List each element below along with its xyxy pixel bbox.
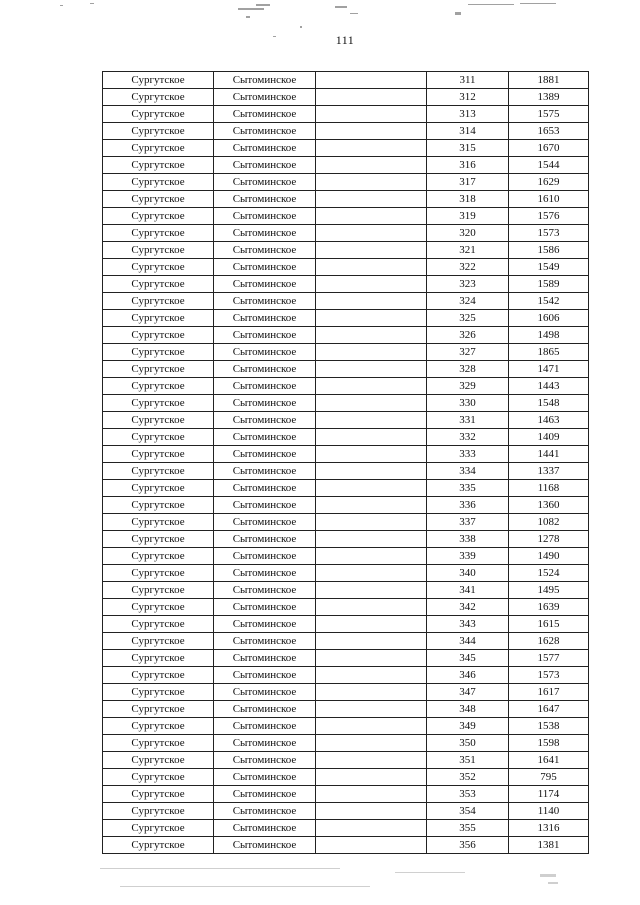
field-cell: Сытоминское <box>214 106 316 123</box>
district-cell: Сургутское <box>103 548 214 565</box>
empty-cell <box>316 123 427 140</box>
table-row <box>103 480 589 497</box>
well-number-cell: 329 <box>427 378 509 395</box>
empty-cell <box>316 378 427 395</box>
well-number-cell: 319 <box>427 208 509 225</box>
district-cell: Сургутское <box>103 429 214 446</box>
field-cell: Сытоминское <box>214 276 316 293</box>
value-cell: 1381 <box>509 837 589 854</box>
district-cell: Сургутское <box>103 616 214 633</box>
well-number-cell: 311 <box>427 72 509 89</box>
field-cell: Сытоминское <box>214 446 316 463</box>
table-row <box>103 242 589 259</box>
table-row <box>103 565 589 582</box>
table-row <box>103 735 589 752</box>
empty-cell <box>316 650 427 667</box>
data-table <box>102 71 589 854</box>
district-cell: Сургутское <box>103 837 214 854</box>
value-cell: 1495 <box>509 582 589 599</box>
value-cell: 795 <box>509 769 589 786</box>
well-number-cell: 335 <box>427 480 509 497</box>
table-row <box>103 514 589 531</box>
district-cell: Сургутское <box>103 259 214 276</box>
district-cell: Сургутское <box>103 446 214 463</box>
field-cell: Сытоминское <box>214 89 316 106</box>
district-cell: Сургутское <box>103 531 214 548</box>
well-number-cell: 356 <box>427 837 509 854</box>
value-cell: 1615 <box>509 616 589 633</box>
value-cell: 1577 <box>509 650 589 667</box>
value-cell: 1542 <box>509 293 589 310</box>
field-cell: Сытоминское <box>214 157 316 174</box>
empty-cell <box>316 582 427 599</box>
empty-cell <box>316 344 427 361</box>
field-cell: Сытоминское <box>214 769 316 786</box>
district-cell: Сургутское <box>103 344 214 361</box>
table-row <box>103 378 589 395</box>
empty-cell <box>316 395 427 412</box>
value-cell: 1498 <box>509 327 589 344</box>
value-cell: 1628 <box>509 633 589 650</box>
value-cell: 1471 <box>509 361 589 378</box>
well-number-cell: 339 <box>427 548 509 565</box>
field-cell: Сытоминское <box>214 378 316 395</box>
well-number-cell: 312 <box>427 89 509 106</box>
table-row <box>103 463 589 480</box>
empty-cell <box>316 463 427 480</box>
table-row <box>103 837 589 854</box>
value-cell: 1575 <box>509 106 589 123</box>
value-cell: 1463 <box>509 412 589 429</box>
table-row <box>103 446 589 463</box>
district-cell: Сургутское <box>103 820 214 837</box>
value-cell: 1641 <box>509 752 589 769</box>
field-cell: Сытоминское <box>214 565 316 582</box>
value-cell: 1598 <box>509 735 589 752</box>
value-cell: 1881 <box>509 72 589 89</box>
table-row <box>103 718 589 735</box>
value-cell: 1443 <box>509 378 589 395</box>
value-cell: 1441 <box>509 446 589 463</box>
well-number-cell: 342 <box>427 599 509 616</box>
value-cell: 1168 <box>509 480 589 497</box>
value-cell: 1524 <box>509 565 589 582</box>
table-row <box>103 106 589 123</box>
field-cell: Сытоминское <box>214 599 316 616</box>
district-cell: Сургутское <box>103 752 214 769</box>
table-row <box>103 327 589 344</box>
well-number-cell: 343 <box>427 616 509 633</box>
empty-cell <box>316 616 427 633</box>
field-cell: Сытоминское <box>214 208 316 225</box>
value-cell: 1082 <box>509 514 589 531</box>
value-cell: 1490 <box>509 548 589 565</box>
table-row <box>103 616 589 633</box>
field-cell: Сытоминское <box>214 531 316 548</box>
district-cell: Сургутское <box>103 106 214 123</box>
value-cell: 1576 <box>509 208 589 225</box>
well-number-cell: 314 <box>427 123 509 140</box>
table-row <box>103 429 589 446</box>
district-cell: Сургутское <box>103 803 214 820</box>
well-number-cell: 331 <box>427 412 509 429</box>
empty-cell <box>316 106 427 123</box>
district-cell: Сургутское <box>103 633 214 650</box>
district-cell: Сургутское <box>103 650 214 667</box>
empty-cell <box>316 684 427 701</box>
field-cell: Сытоминское <box>214 412 316 429</box>
district-cell: Сургутское <box>103 395 214 412</box>
empty-cell <box>316 174 427 191</box>
well-number-cell: 330 <box>427 395 509 412</box>
well-number-cell: 354 <box>427 803 509 820</box>
value-cell: 1617 <box>509 684 589 701</box>
table-body <box>103 72 589 854</box>
district-cell: Сургутское <box>103 89 214 106</box>
empty-cell <box>316 480 427 497</box>
district-cell: Сургутское <box>103 412 214 429</box>
empty-cell <box>316 259 427 276</box>
empty-cell <box>316 769 427 786</box>
well-number-cell: 333 <box>427 446 509 463</box>
table-row <box>103 208 589 225</box>
field-cell: Сытоминское <box>214 820 316 837</box>
field-cell: Сытоминское <box>214 582 316 599</box>
well-number-cell: 338 <box>427 531 509 548</box>
value-cell: 1647 <box>509 701 589 718</box>
well-number-cell: 324 <box>427 293 509 310</box>
empty-cell <box>316 531 427 548</box>
empty-cell <box>316 157 427 174</box>
table-row <box>103 803 589 820</box>
field-cell: Сытоминское <box>214 497 316 514</box>
field-cell: Сытоминское <box>214 667 316 684</box>
district-cell: Сургутское <box>103 327 214 344</box>
table-row <box>103 650 589 667</box>
empty-cell <box>316 820 427 837</box>
value-cell: 1337 <box>509 463 589 480</box>
well-number-cell: 340 <box>427 565 509 582</box>
district-cell: Сургутское <box>103 735 214 752</box>
table-row <box>103 582 589 599</box>
table-row <box>103 174 589 191</box>
well-number-cell: 321 <box>427 242 509 259</box>
district-cell: Сургутское <box>103 769 214 786</box>
field-cell: Сытоминское <box>214 361 316 378</box>
value-cell: 1174 <box>509 786 589 803</box>
empty-cell <box>316 752 427 769</box>
value-cell: 1360 <box>509 497 589 514</box>
well-number-cell: 318 <box>427 191 509 208</box>
field-cell: Сытоминское <box>214 310 316 327</box>
empty-cell <box>316 412 427 429</box>
well-number-cell: 341 <box>427 582 509 599</box>
empty-cell <box>316 803 427 820</box>
district-cell: Сургутское <box>103 174 214 191</box>
field-cell: Сытоминское <box>214 429 316 446</box>
field-cell: Сытоминское <box>214 293 316 310</box>
table-row <box>103 548 589 565</box>
value-cell: 1409 <box>509 429 589 446</box>
empty-cell <box>316 718 427 735</box>
empty-cell <box>316 72 427 89</box>
value-cell: 1316 <box>509 820 589 837</box>
value-cell: 1670 <box>509 140 589 157</box>
district-cell: Сургутское <box>103 157 214 174</box>
well-number-cell: 337 <box>427 514 509 531</box>
table-row <box>103 531 589 548</box>
district-cell: Сургутское <box>103 582 214 599</box>
field-cell: Сытоминское <box>214 718 316 735</box>
field-cell: Сытоминское <box>214 837 316 854</box>
field-cell: Сытоминское <box>214 752 316 769</box>
value-cell: 1606 <box>509 310 589 327</box>
well-number-cell: 336 <box>427 497 509 514</box>
value-cell: 1639 <box>509 599 589 616</box>
value-cell: 1389 <box>509 89 589 106</box>
value-cell: 1629 <box>509 174 589 191</box>
district-cell: Сургутское <box>103 123 214 140</box>
table-row <box>103 667 589 684</box>
table-row <box>103 157 589 174</box>
well-number-cell: 350 <box>427 735 509 752</box>
value-cell: 1653 <box>509 123 589 140</box>
empty-cell <box>316 361 427 378</box>
district-cell: Сургутское <box>103 361 214 378</box>
field-cell: Сытоминское <box>214 327 316 344</box>
value-cell: 1278 <box>509 531 589 548</box>
well-number-cell: 328 <box>427 361 509 378</box>
table-row <box>103 140 589 157</box>
empty-cell <box>316 667 427 684</box>
empty-cell <box>316 514 427 531</box>
field-cell: Сытоминское <box>214 463 316 480</box>
table-row <box>103 820 589 837</box>
value-cell: 1549 <box>509 259 589 276</box>
well-number-cell: 325 <box>427 310 509 327</box>
empty-cell <box>316 89 427 106</box>
table-row <box>103 344 589 361</box>
empty-cell <box>316 276 427 293</box>
well-number-cell: 355 <box>427 820 509 837</box>
field-cell: Сытоминское <box>214 140 316 157</box>
table-row <box>103 769 589 786</box>
empty-cell <box>316 140 427 157</box>
district-cell: Сургутское <box>103 701 214 718</box>
well-number-cell: 353 <box>427 786 509 803</box>
table-row <box>103 684 589 701</box>
empty-cell <box>316 429 427 446</box>
field-cell: Сытоминское <box>214 616 316 633</box>
empty-cell <box>316 327 427 344</box>
district-cell: Сургутское <box>103 514 214 531</box>
district-cell: Сургутское <box>103 497 214 514</box>
value-cell: 1538 <box>509 718 589 735</box>
field-cell: Сытоминское <box>214 548 316 565</box>
well-number-cell: 347 <box>427 684 509 701</box>
empty-cell <box>316 565 427 582</box>
table-row <box>103 752 589 769</box>
empty-cell <box>316 497 427 514</box>
value-cell: 1573 <box>509 667 589 684</box>
well-number-cell: 327 <box>427 344 509 361</box>
empty-cell <box>316 293 427 310</box>
well-number-cell: 322 <box>427 259 509 276</box>
field-cell: Сытоминское <box>214 684 316 701</box>
empty-cell <box>316 633 427 650</box>
empty-cell <box>316 242 427 259</box>
field-cell: Сытоминское <box>214 514 316 531</box>
field-cell: Сытоминское <box>214 735 316 752</box>
field-cell: Сытоминское <box>214 191 316 208</box>
field-cell: Сытоминское <box>214 123 316 140</box>
empty-cell <box>316 208 427 225</box>
field-cell: Сытоминское <box>214 786 316 803</box>
well-number-cell: 326 <box>427 327 509 344</box>
table-row <box>103 123 589 140</box>
table-row <box>103 310 589 327</box>
well-number-cell: 349 <box>427 718 509 735</box>
well-number-cell: 320 <box>427 225 509 242</box>
district-cell: Сургутское <box>103 191 214 208</box>
field-cell: Сытоминское <box>214 701 316 718</box>
well-number-cell: 332 <box>427 429 509 446</box>
district-cell: Сургутское <box>103 684 214 701</box>
empty-cell <box>316 599 427 616</box>
well-number-cell: 351 <box>427 752 509 769</box>
table-row <box>103 225 589 242</box>
district-cell: Сургутское <box>103 565 214 582</box>
page-number: 111 <box>335 33 355 47</box>
field-cell: Сытоминское <box>214 174 316 191</box>
well-number-cell: 323 <box>427 276 509 293</box>
well-number-cell: 317 <box>427 174 509 191</box>
empty-cell <box>316 837 427 854</box>
district-cell: Сургутское <box>103 463 214 480</box>
district-cell: Сургутское <box>103 140 214 157</box>
table-row <box>103 497 589 514</box>
well-number-cell: 316 <box>427 157 509 174</box>
field-cell: Сытоминское <box>214 803 316 820</box>
well-number-cell: 344 <box>427 633 509 650</box>
field-cell: Сытоминское <box>214 72 316 89</box>
table-row <box>103 72 589 89</box>
table-row <box>103 701 589 718</box>
well-number-cell: 315 <box>427 140 509 157</box>
empty-cell <box>316 225 427 242</box>
field-cell: Сытоминское <box>214 242 316 259</box>
district-cell: Сургутское <box>103 480 214 497</box>
table-row <box>103 633 589 650</box>
well-number-cell: 313 <box>427 106 509 123</box>
field-cell: Сытоминское <box>214 650 316 667</box>
value-cell: 1586 <box>509 242 589 259</box>
table-row <box>103 786 589 803</box>
value-cell: 1573 <box>509 225 589 242</box>
well-number-cell: 345 <box>427 650 509 667</box>
empty-cell <box>316 548 427 565</box>
table-row <box>103 293 589 310</box>
table-row <box>103 395 589 412</box>
well-number-cell: 352 <box>427 769 509 786</box>
value-cell: 1610 <box>509 191 589 208</box>
district-cell: Сургутское <box>103 225 214 242</box>
district-cell: Сургутское <box>103 208 214 225</box>
field-cell: Сытоминское <box>214 633 316 650</box>
district-cell: Сургутское <box>103 786 214 803</box>
value-cell: 1548 <box>509 395 589 412</box>
district-cell: Сургутское <box>103 718 214 735</box>
district-cell: Сургутское <box>103 72 214 89</box>
empty-cell <box>316 701 427 718</box>
well-number-cell: 346 <box>427 667 509 684</box>
field-cell: Сытоминское <box>214 259 316 276</box>
table-row <box>103 191 589 208</box>
empty-cell <box>316 786 427 803</box>
district-cell: Сургутское <box>103 276 214 293</box>
empty-cell <box>316 310 427 327</box>
value-cell: 1865 <box>509 344 589 361</box>
value-cell: 1544 <box>509 157 589 174</box>
district-cell: Сургутское <box>103 599 214 616</box>
table-row <box>103 276 589 293</box>
value-cell: 1589 <box>509 276 589 293</box>
table-row <box>103 599 589 616</box>
table-row <box>103 412 589 429</box>
district-cell: Сургутское <box>103 242 214 259</box>
field-cell: Сытоминское <box>214 225 316 242</box>
field-cell: Сытоминское <box>214 480 316 497</box>
table-row <box>103 361 589 378</box>
table-row <box>103 259 589 276</box>
empty-cell <box>316 191 427 208</box>
district-cell: Сургутское <box>103 378 214 395</box>
district-cell: Сургутское <box>103 293 214 310</box>
well-number-cell: 334 <box>427 463 509 480</box>
field-cell: Сытоминское <box>214 395 316 412</box>
value-cell: 1140 <box>509 803 589 820</box>
empty-cell <box>316 735 427 752</box>
well-number-cell: 348 <box>427 701 509 718</box>
district-cell: Сургутское <box>103 310 214 327</box>
field-cell: Сытоминское <box>214 344 316 361</box>
table-row <box>103 89 589 106</box>
empty-cell <box>316 446 427 463</box>
district-cell: Сургутское <box>103 667 214 684</box>
